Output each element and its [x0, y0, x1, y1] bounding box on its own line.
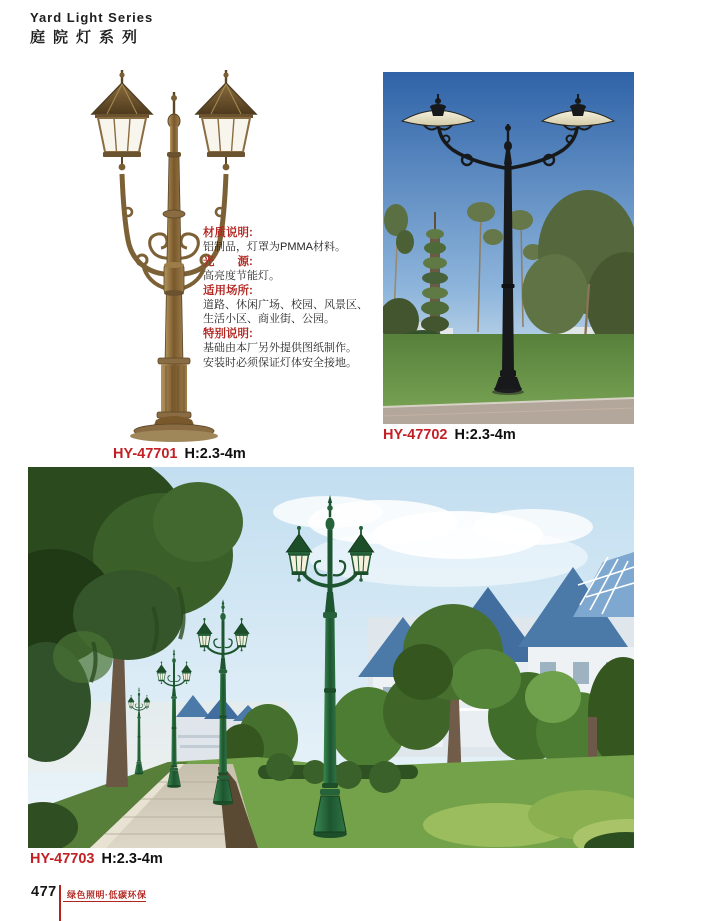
- spec-line: 生活小区、商业街、公园。: [203, 313, 335, 326]
- spec-line: 安装时必须保证灯体安全接地。: [203, 356, 357, 369]
- spec-line: 高亮度节能灯。: [203, 270, 280, 283]
- product-photo-hy47702: [383, 72, 634, 424]
- series-title-en: Yard Light Series: [30, 10, 154, 25]
- model-height: H:2.3-4m: [184, 446, 246, 462]
- spec-heading-special-notes: 特别说明:: [203, 327, 253, 340]
- model-height: H:2.3-4m: [101, 851, 163, 867]
- footer-divider-horizontal: [63, 901, 146, 902]
- model-number: HY-47702: [383, 427, 448, 443]
- footer-slogan: 绿色照明·低碳环保: [67, 890, 147, 900]
- model-height: H:2.3-4m: [454, 427, 516, 443]
- spec-line: 基础由本厂另外提供图纸制作。: [203, 342, 357, 355]
- series-title-zh: 庭院灯系列: [30, 29, 146, 46]
- product-label-hy47701: [113, 446, 246, 462]
- product-specs: [203, 226, 381, 370]
- page-number: 477: [31, 884, 57, 900]
- spec-line: 道路、休闲广场、校园、风景区、: [203, 299, 368, 312]
- model-number: HY-47701: [113, 446, 178, 462]
- product-label-hy47702: [383, 427, 516, 443]
- spec-line: 铝制品，灯罩为PMMA材料。: [203, 241, 346, 254]
- product-label-hy47703: [30, 851, 163, 867]
- spec-heading-applications: 适用场所:: [203, 284, 253, 297]
- spec-heading-light-source: 光 源:: [203, 255, 253, 268]
- spec-heading-material: 材质说明:: [203, 227, 253, 239]
- product-photo-hy47703: [28, 467, 634, 848]
- footer-divider-vertical: [59, 885, 61, 921]
- model-number: HY-47703: [30, 851, 95, 867]
